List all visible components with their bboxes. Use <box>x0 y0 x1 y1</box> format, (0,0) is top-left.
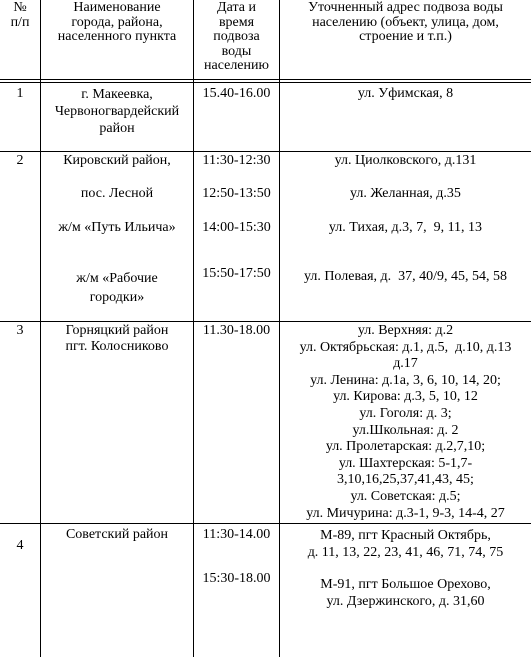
row-time: 11:30-12:30 <box>202 153 271 168</box>
row-address: ул. Пролетарская: д.2,7,10; <box>325 439 486 455</box>
row-num: 3 <box>16 323 24 338</box>
header-name: Наименование города, района, населенного пункта <box>57 0 177 44</box>
row-name: г. Макеевка, Червоногвардейский район <box>54 87 180 136</box>
row-name: Кировский район, <box>63 153 171 168</box>
row-address: ул. Циолковского, д.131 <box>334 153 477 168</box>
row-address: ул. Желанная, д.35 <box>350 186 461 201</box>
row-time: 11:30-14.00 <box>202 527 271 542</box>
row-address: ул. Кирова: д.3, 5, 10, 12 <box>333 389 478 405</box>
header-num: № п/п <box>10 0 30 30</box>
row-address: д.17 <box>393 356 418 372</box>
row-name: ж/м «Рабочие городки» <box>76 271 158 305</box>
row-address: ул. Гоголя: д. 3; <box>359 406 452 421</box>
row-address: ул. Шахтерская: 5-1,7- <box>338 455 473 471</box>
header-time: Дата и время подвоза воды населению <box>204 0 269 73</box>
table-rule <box>0 321 531 322</box>
row-time: 11.30-18.00 <box>202 323 271 338</box>
table-rule <box>0 151 531 152</box>
row-name: пос. Лесной <box>80 186 154 201</box>
table-rule <box>0 82 531 83</box>
row-name: Советский район <box>65 527 169 542</box>
row-address: ул. Мичурина: д.3-1, 9-3, 14-4, 27 <box>306 505 505 521</box>
row-address: ул. Уфимская, 8 <box>357 86 454 101</box>
row-time: 14:00-15:30 <box>202 220 271 235</box>
row-num: 1 <box>16 86 24 101</box>
row-address: ул. Верхняя: д.2 <box>357 323 454 338</box>
row-time: 15:50-17:50 <box>202 266 271 281</box>
row-name: Горняцкий район пгт. Колосниково <box>65 323 169 354</box>
row-address: 3,10,16,25,37,41,43, 45; <box>337 472 474 488</box>
row-num: 4 <box>16 538 24 553</box>
row-address: М-91, пгт Большое Орехово, ул. Дзержинского, д. 31,60 <box>320 577 491 609</box>
row-address: ул. Ленина: д.1а, 3, 6, 10, 14, 20; <box>310 372 501 388</box>
row-time: 15.40-16.00 <box>202 86 271 101</box>
row-address: ул.Школьная: д. 2 <box>352 422 459 438</box>
row-address: ул. Советская: д.5; <box>350 489 461 504</box>
row-address: ул. Тихая, д.3, 7, 9, 11, 13 <box>328 220 483 235</box>
row-time: 15:30-18.00 <box>202 571 271 586</box>
row-num: 2 <box>16 153 24 168</box>
header-address: Уточненный адрес подвоза воды населению (объект, улица, дом, строение и т.п.) <box>308 0 503 44</box>
row-address: ул. Полевая, д. 37, 40/9, 45, 54, 58 <box>303 269 508 284</box>
table-rule <box>0 523 531 524</box>
row-address: ул. Октябрьская: д.1, д.5, д.10, д.13 <box>299 339 512 355</box>
table-rule <box>0 79 531 80</box>
row-name: ж/м «Путь Ильича» <box>58 220 176 235</box>
row-time: 12:50-13:50 <box>202 186 271 201</box>
row-address: М-89, пгт Красный Октябрь, д. 11, 13, 22, 23, 41, 46, 71, 74, 75 <box>307 528 504 560</box>
